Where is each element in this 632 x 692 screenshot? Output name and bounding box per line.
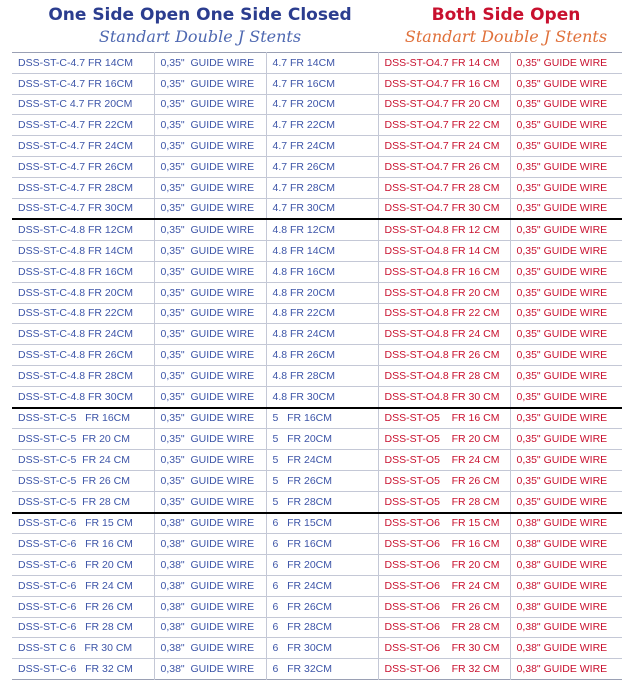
- right-product-code: DSS-ST-O4.8 FR 20 CM: [378, 282, 510, 303]
- left-product-code: DSS-ST-C-4.8 FR 22CM: [12, 303, 154, 324]
- left-size: 6 FR 20CM: [266, 555, 378, 576]
- left-guide-wire: 0,35" GUIDE WIRE: [154, 177, 266, 198]
- table-row: [12, 303, 622, 324]
- left-guide-wire: 0,38" GUIDE WIRE: [154, 596, 266, 617]
- right-product-code: DSS-ST-O4.7 FR 14 CM: [378, 53, 510, 74]
- right-guide-wire: 0,35" GUIDE WIRE: [516, 412, 608, 425]
- left-guide-wire: 0,35" GUIDE WIRE: [154, 198, 266, 219]
- table-row: [12, 282, 622, 303]
- right-product-code: DSS-ST-O5 FR 20 CM: [378, 429, 510, 450]
- left-subtitle: Standart Double J Stents: [98, 27, 302, 46]
- right-guide-wire: 0,38" GUIDE WIRE: [516, 600, 608, 613]
- right-subtitle: Standart Double J Stents: [404, 27, 608, 46]
- left-guide-wire: 0,35" GUIDE WIRE: [154, 94, 266, 115]
- left-product-code: DSS-ST-C-5 FR 16CM: [12, 408, 154, 429]
- left-size: 4.8 FR 24CM: [266, 324, 378, 345]
- right-product-code: DSS-ST-O4.8 FR 26 CM: [378, 345, 510, 366]
- right-product-code: DSS-ST-O6 FR 32 CM: [378, 659, 510, 680]
- left-guide-wire: 0,35" GUIDE WIRE: [154, 470, 266, 491]
- table-row: [12, 617, 622, 638]
- right-product-code: DSS-ST-O6 FR 30 CM: [378, 638, 510, 659]
- table-row: [12, 659, 622, 680]
- right-product-code: DSS-ST-O4.8 FR 12 CM: [378, 219, 510, 240]
- right-guide-wire: 0,35" GUIDE WIRE: [516, 369, 608, 382]
- left-guide-wire: 0,35" GUIDE WIRE: [154, 450, 266, 471]
- right-guide-wire: 0,38" GUIDE WIRE: [516, 642, 608, 655]
- left-product-code: DSS-ST-C-6 FR 26 CM: [12, 596, 154, 617]
- right-guide-wire: 0,35" GUIDE WIRE: [516, 286, 608, 299]
- left-size: 4.7 FR 30CM: [266, 198, 378, 219]
- right-product-code: DSS-ST-O4.8 FR 16 CM: [378, 261, 510, 282]
- left-product-code: DSS-ST-C-4.8 FR 26CM: [12, 345, 154, 366]
- left-size: 4.7 FR 14CM: [266, 53, 378, 74]
- left-guide-wire: 0,38" GUIDE WIRE: [154, 575, 266, 596]
- left-product-code: DSS-ST-C-5 FR 26 CM: [12, 470, 154, 491]
- left-product-code: DSS-ST-C-6 FR 20 CM: [12, 555, 154, 576]
- left-title: One Side Open One Side Closed: [48, 5, 352, 25]
- left-size: 6 FR 32CM: [266, 659, 378, 680]
- right-product-code: DSS-ST-O4.8 FR 30 CM: [378, 386, 510, 407]
- left-guide-wire: 0,38" GUIDE WIRE: [154, 534, 266, 555]
- table-row: [12, 513, 622, 534]
- left-guide-wire: 0,35" GUIDE WIRE: [154, 53, 266, 74]
- header-right: [388, 0, 624, 48]
- left-size: 6 FR 30CM: [266, 638, 378, 659]
- table-row: [12, 94, 622, 115]
- table-row: [12, 156, 622, 177]
- left-size: 6 FR 26CM: [266, 596, 378, 617]
- left-guide-wire: 0,35" GUIDE WIRE: [154, 261, 266, 282]
- left-size: 5 FR 16CM: [266, 408, 378, 429]
- table-row: [12, 324, 622, 345]
- right-guide-wire: 0,35" GUIDE WIRE: [516, 328, 608, 341]
- left-size: 4.8 FR 22CM: [266, 303, 378, 324]
- table-row: [12, 136, 622, 157]
- right-guide-wire: 0,38" GUIDE WIRE: [516, 517, 608, 530]
- right-guide-wire: 0,35" GUIDE WIRE: [516, 181, 608, 194]
- right-product-code: DSS-ST-O4.8 FR 14 CM: [378, 241, 510, 262]
- left-product-code: DSS-ST-C-6 FR 16 CM: [12, 534, 154, 555]
- right-guide-wire: 0,38" GUIDE WIRE: [516, 579, 608, 592]
- left-size: 5 FR 26CM: [266, 470, 378, 491]
- left-guide-wire: 0,35" GUIDE WIRE: [154, 365, 266, 386]
- right-product-code: DSS-ST-O5 FR 26 CM: [378, 470, 510, 491]
- right-product-code: DSS-ST-O4.7 FR 30 CM: [378, 198, 510, 219]
- header-left: [10, 0, 390, 48]
- right-product-code: DSS-ST-O6 FR 24 CM: [378, 575, 510, 596]
- left-size: 4.8 FR 14CM: [266, 241, 378, 262]
- left-guide-wire: 0,35" GUIDE WIRE: [154, 241, 266, 262]
- table-row: [12, 198, 622, 219]
- left-product-code: DSS-ST-C-4.7 FR 22CM: [12, 115, 154, 136]
- table-row: [12, 491, 622, 512]
- left-guide-wire: 0,35" GUIDE WIRE: [154, 303, 266, 324]
- right-guide-wire: 0,35" GUIDE WIRE: [516, 77, 608, 90]
- right-guide-wire: 0,35" GUIDE WIRE: [516, 119, 608, 132]
- right-title: Both Side Open: [431, 5, 581, 25]
- left-size: 4.8 FR 28CM: [266, 365, 378, 386]
- left-product-code: DSS-ST C 6 FR 30 CM: [12, 638, 154, 659]
- left-size: 6 FR 24CM: [266, 575, 378, 596]
- table-row: [12, 365, 622, 386]
- left-guide-wire: 0,35" GUIDE WIRE: [154, 491, 266, 512]
- left-size: 4.8 FR 26CM: [266, 345, 378, 366]
- right-guide-wire: 0,35" GUIDE WIRE: [516, 202, 608, 215]
- table-row: [12, 575, 622, 596]
- left-size: 4.7 FR 20CM: [266, 94, 378, 115]
- table-row: [12, 53, 622, 74]
- left-guide-wire: 0,35" GUIDE WIRE: [154, 282, 266, 303]
- right-guide-wire: 0,35" GUIDE WIRE: [516, 56, 608, 69]
- left-product-code: DSS-ST-C-4.7 FR 28CM: [12, 177, 154, 198]
- right-product-code: DSS-ST-O4.8 FR 22 CM: [378, 303, 510, 324]
- right-guide-wire: 0,35" GUIDE WIRE: [516, 307, 608, 320]
- left-product-code: DSS-ST-C-4.8 FR 14CM: [12, 241, 154, 262]
- right-guide-wire: 0,35" GUIDE WIRE: [516, 390, 608, 403]
- left-guide-wire: 0,35" GUIDE WIRE: [154, 408, 266, 429]
- table-row: [12, 408, 622, 429]
- left-size: 4.7 FR 16CM: [266, 73, 378, 94]
- left-size: 4.7 FR 28CM: [266, 177, 378, 198]
- left-product-code: DSS-ST-C-6 FR 32 CM: [12, 659, 154, 680]
- table-row: [12, 219, 622, 240]
- right-guide-wire: 0,35" GUIDE WIRE: [516, 245, 608, 258]
- left-size: 6 FR 28CM: [266, 617, 378, 638]
- left-size: 5 FR 24CM: [266, 450, 378, 471]
- right-product-code: DSS-ST-O5 FR 16 CM: [378, 408, 510, 429]
- left-product-code: DSS-ST-C-4.8 FR 16CM: [12, 261, 154, 282]
- table-row: [12, 241, 622, 262]
- right-guide-wire: 0,38" GUIDE WIRE: [516, 663, 608, 675]
- right-guide-wire: 0,35" GUIDE WIRE: [516, 140, 608, 153]
- left-product-code: DSS-ST-C 4.7 FR 20CM: [12, 94, 154, 115]
- left-guide-wire: 0,38" GUIDE WIRE: [154, 659, 266, 680]
- table-row: [12, 115, 622, 136]
- left-product-code: DSS-ST-C-4.8 FR 28CM: [12, 365, 154, 386]
- table-row: [12, 470, 622, 491]
- left-size: 5 FR 28CM: [266, 491, 378, 512]
- left-product-code: DSS-ST-C-4.7 FR 30CM: [12, 198, 154, 219]
- right-guide-wire: 0,35" GUIDE WIRE: [516, 433, 608, 446]
- left-size: 5 FR 20CM: [266, 429, 378, 450]
- right-product-code: DSS-ST-O6 FR 26 CM: [378, 596, 510, 617]
- left-product-code: DSS-ST-C-4.8 FR 24CM: [12, 324, 154, 345]
- table-row: [12, 450, 622, 471]
- left-guide-wire: 0,35" GUIDE WIRE: [154, 136, 266, 157]
- right-guide-wire: 0,38" GUIDE WIRE: [516, 538, 608, 551]
- left-guide-wire: 0,38" GUIDE WIRE: [154, 555, 266, 576]
- left-size: 4.8 FR 30CM: [266, 386, 378, 407]
- right-guide-wire: 0,35" GUIDE WIRE: [516, 160, 608, 173]
- left-product-code: DSS-ST-C-5 FR 28 CM: [12, 491, 154, 512]
- table-row: [12, 177, 622, 198]
- left-size: 6 FR 16CM: [266, 534, 378, 555]
- left-guide-wire: 0,35" GUIDE WIRE: [154, 324, 266, 345]
- right-guide-wire: 0,35" GUIDE WIRE: [516, 495, 608, 508]
- left-product-code: DSS-ST-C-6 FR 28 CM: [12, 617, 154, 638]
- left-product-code: DSS-ST-C-6 FR 15 CM: [12, 513, 154, 534]
- stent-table-body: [12, 53, 622, 680]
- right-product-code: DSS-ST-O6 FR 28 CM: [378, 617, 510, 638]
- left-product-code: DSS-ST-C-4.8 FR 20CM: [12, 282, 154, 303]
- table-row: [12, 261, 622, 282]
- left-size: 4.8 FR 20CM: [266, 282, 378, 303]
- left-guide-wire: 0,38" GUIDE WIRE: [154, 513, 266, 534]
- left-product-code: DSS-ST-C-4.7 FR 26CM: [12, 156, 154, 177]
- left-product-code: DSS-ST-C-5 FR 24 CM: [12, 450, 154, 471]
- right-product-code: DSS-ST-O4.7 FR 24 CM: [378, 136, 510, 157]
- left-size: 4.7 FR 26CM: [266, 156, 378, 177]
- left-guide-wire: 0,35" GUIDE WIRE: [154, 156, 266, 177]
- left-size: 4.7 FR 24CM: [266, 136, 378, 157]
- right-guide-wire: 0,35" GUIDE WIRE: [516, 224, 608, 237]
- right-product-code: DSS-ST-O6 FR 20 CM: [378, 555, 510, 576]
- left-product-code: DSS-ST-C-4.8 FR 12CM: [12, 219, 154, 240]
- right-guide-wire: 0,35" GUIDE WIRE: [516, 265, 608, 278]
- table-row: [12, 73, 622, 94]
- right-product-code: DSS-ST-O5 FR 24 CM: [378, 450, 510, 471]
- left-guide-wire: 0,38" GUIDE WIRE: [154, 617, 266, 638]
- right-guide-wire: 0,38" GUIDE WIRE: [516, 559, 608, 572]
- left-product-code: DSS-ST-C-4.8 FR 30CM: [12, 386, 154, 407]
- right-product-code: DSS-ST-O4.7 FR 22 CM: [378, 115, 510, 136]
- right-guide-wire: 0,35" GUIDE WIRE: [516, 98, 608, 111]
- right-product-code: DSS-ST-O4.7 FR 28 CM: [378, 177, 510, 198]
- table-row: [12, 386, 622, 407]
- left-guide-wire: 0,35" GUIDE WIRE: [154, 429, 266, 450]
- right-guide-wire: 0,35" GUIDE WIRE: [516, 454, 608, 467]
- table-row: [12, 555, 622, 576]
- right-product-code: DSS-ST-O6 FR 16 CM: [378, 534, 510, 555]
- left-product-code: DSS-ST-C-5 FR 20 CM: [12, 429, 154, 450]
- left-guide-wire: 0,35" GUIDE WIRE: [154, 219, 266, 240]
- left-product-code: DSS-ST-C-4.7 FR 24CM: [12, 136, 154, 157]
- right-product-code: DSS-ST-O4.7 FR 20 CM: [378, 94, 510, 115]
- table-row: [12, 429, 622, 450]
- right-guide-wire: 0,35" GUIDE WIRE: [516, 474, 608, 487]
- right-product-code: DSS-ST-O4.7 FR 16 CM: [378, 73, 510, 94]
- table-row: [12, 596, 622, 617]
- table-row: [12, 638, 622, 659]
- left-size: 4.8 FR 12CM: [266, 219, 378, 240]
- left-guide-wire: 0,35" GUIDE WIRE: [154, 345, 266, 366]
- left-product-code: DSS-ST-C-6 FR 24 CM: [12, 575, 154, 596]
- right-product-code: DSS-ST-O6 FR 15 CM: [378, 513, 510, 534]
- right-product-code: DSS-ST-O4.8 FR 28 CM: [378, 365, 510, 386]
- left-guide-wire: 0,35" GUIDE WIRE: [154, 386, 266, 407]
- left-size: 4.7 FR 22CM: [266, 115, 378, 136]
- stent-table: [12, 52, 622, 680]
- right-guide-wire: 0,38" GUIDE WIRE: [516, 621, 608, 634]
- left-size: 4.8 FR 16CM: [266, 261, 378, 282]
- left-product-code: DSS-ST-C-4.7 FR 14CM: [12, 53, 154, 74]
- left-size: 6 FR 15CM: [266, 513, 378, 534]
- left-product-code: DSS-ST-C-4.7 FR 16CM: [12, 73, 154, 94]
- left-guide-wire: 0,35" GUIDE WIRE: [154, 115, 266, 136]
- right-product-code: DSS-ST-O4.8 FR 24 CM: [378, 324, 510, 345]
- left-guide-wire: 0,35" GUIDE WIRE: [154, 73, 266, 94]
- left-guide-wire: 0,38" GUIDE WIRE: [154, 638, 266, 659]
- table-row: [12, 534, 622, 555]
- right-product-code: DSS-ST-O4.7 FR 26 CM: [378, 156, 510, 177]
- right-guide-wire: 0,35" GUIDE WIRE: [516, 349, 608, 362]
- table-row: [12, 345, 622, 366]
- right-product-code: DSS-ST-O5 FR 28 CM: [378, 491, 510, 512]
